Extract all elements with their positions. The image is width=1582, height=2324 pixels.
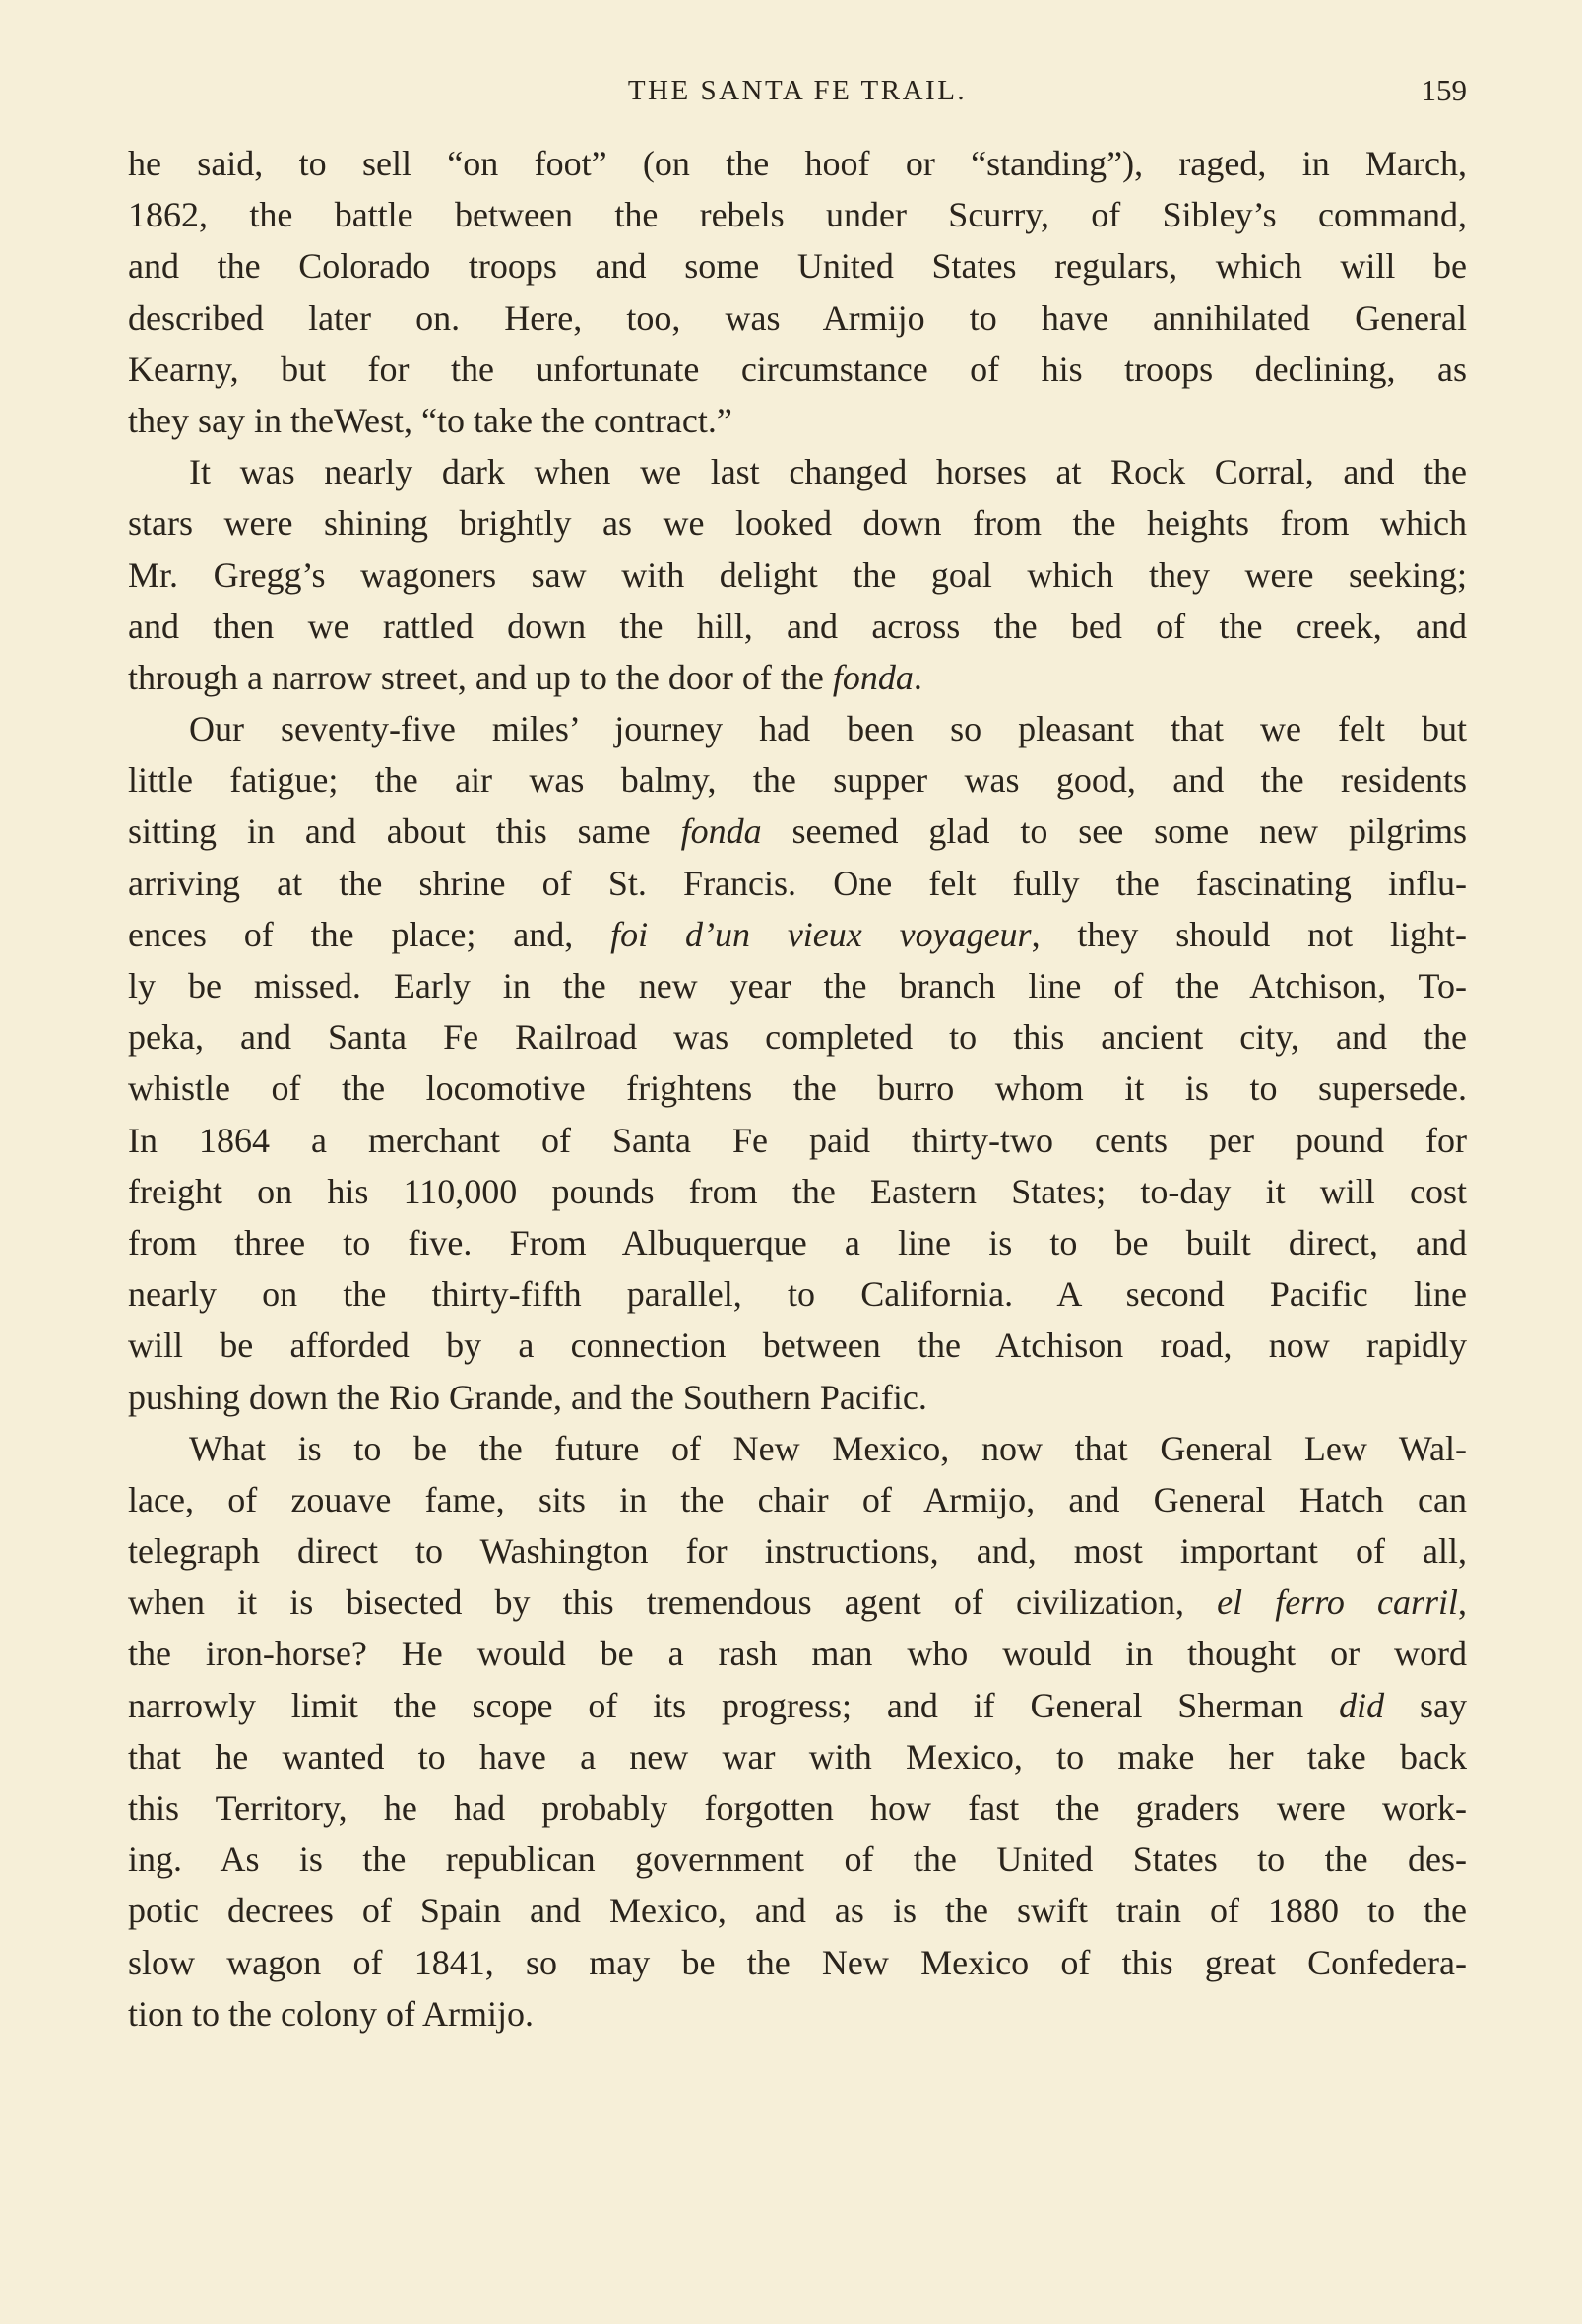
page-number: 159 (1421, 73, 1467, 107)
italic-text: fonda (832, 657, 914, 697)
text-line: he said, to sell “on foot” (on the hoof or “standing”), raged, in March, (128, 144, 1467, 183)
text-line: this Territory, he had probably forgotten how fast the graders were work- (128, 1788, 1467, 1828)
paragraph-start-line: It was nearly dark when we last changed horses at Rock Corral, and the (189, 452, 1467, 492)
text-line: pushing down the Rio Grande, and the Southern Pacific. (128, 1377, 927, 1417)
text-line: Kearny, but for the unfortunate circumstance of his troops declining, as (128, 349, 1467, 389)
text-line: potic decrees of Spain and Mexico, and as is the swift train of 1880 to the (128, 1891, 1467, 1931)
text-line: freight on his 110,000 pounds from the Eastern States; to-day it will cost (128, 1171, 1467, 1211)
text-line: ing. As is the republican government of the United States to the des- (128, 1840, 1467, 1880)
text-line: 1862, the battle between the rebels under Scurry, of Sibley’s command, (128, 195, 1467, 235)
text-line: ly be missed. Early in the new year the branch line of the Atchison, To- (128, 966, 1467, 1005)
italic-text: foi d’un vieux voyageur (610, 914, 1032, 954)
body-text (128, 138, 1467, 2039)
paragraph-start-line: Our seventy-five miles’ journey had been so pleasant that we felt but (189, 709, 1467, 749)
italic-text: did (1339, 1685, 1385, 1725)
text-line: slow wagon of 1841, so may be the New Mexico of this great Confedera- (128, 1942, 1467, 1982)
text-line: nearly on the thirty-fifth parallel, to California. A second Pacific line (128, 1274, 1467, 1315)
text-line: through a narrow street, and up to the door of the fonda. (128, 657, 922, 697)
text-line: In 1864 a merchant of Santa Fe paid thirty-two cents per pound for (128, 1120, 1467, 1160)
text-line: telegraph direct to Washington for instructions, and, most important of all, (128, 1531, 1467, 1572)
text-line: narrowly limit the scope of its progress; and if General Sherman did say (128, 1685, 1467, 1725)
text-line: little fatigue; the air was balmy, the supper was good, and the residents (128, 760, 1467, 801)
text-line: tion to the colony of Armijo. (128, 1993, 534, 2034)
text-line: the iron-horse? He would be a rash man who would in thought or word (128, 1634, 1467, 1674)
text-line: ences of the place; and, foi d’un vieux voyageur, they should not light- (128, 914, 1467, 954)
text-line: arriving at the shrine of St. Francis. One felt fully the fascinating influ- (128, 863, 1467, 903)
text-line: and then we rattled down the hill, and across the bed of the creek, and (128, 606, 1467, 646)
paragraph-start-line: What is to be the future of New Mexico, now that General Lew Wal- (189, 1428, 1467, 1468)
text-line: they say in theWest, “to take the contract.” (128, 400, 732, 440)
text-line: peka, and Santa Fe Railroad was completed to this ancient city, and the (128, 1017, 1467, 1058)
italic-text: fonda (680, 811, 762, 852)
text-line: described later on. Here, too, was Armijo to have annihilated General (128, 297, 1467, 338)
text-line: when it is bisected by this tremendous agent of civilization, el ferro carril, (128, 1582, 1467, 1623)
text-line: sitting in and about this same fonda seemed glad to see some new pilgrims (128, 811, 1467, 852)
text-line: and the Colorado troops and some United States regulars, which will be (128, 246, 1467, 287)
text-line: stars were shining brightly as we looked down from the heights from which (128, 503, 1467, 544)
italic-text: el ferro carril (1217, 1582, 1458, 1623)
text-line: lace, of zouave fame, sits in the chair of Armijo, and General Hatch can (128, 1479, 1467, 1519)
running-title: THE SANTA FE TRAIL. (627, 75, 968, 106)
text-line: will be afforded by a connection between the Atchison road, now rapidly (128, 1325, 1467, 1366)
text-line: that he wanted to have a new war with Mexico, to make her take back (128, 1736, 1467, 1776)
running-header (128, 67, 1467, 116)
text-line: Mr. Gregg’s wagoners saw with delight the goal which they were seeking; (128, 554, 1467, 595)
text-line: whistle of the locomotive frightens the burro whom it is to supersede. (128, 1068, 1467, 1109)
text-line: from three to five. From Albuquerque a line is to be built direct, and (128, 1222, 1467, 1262)
